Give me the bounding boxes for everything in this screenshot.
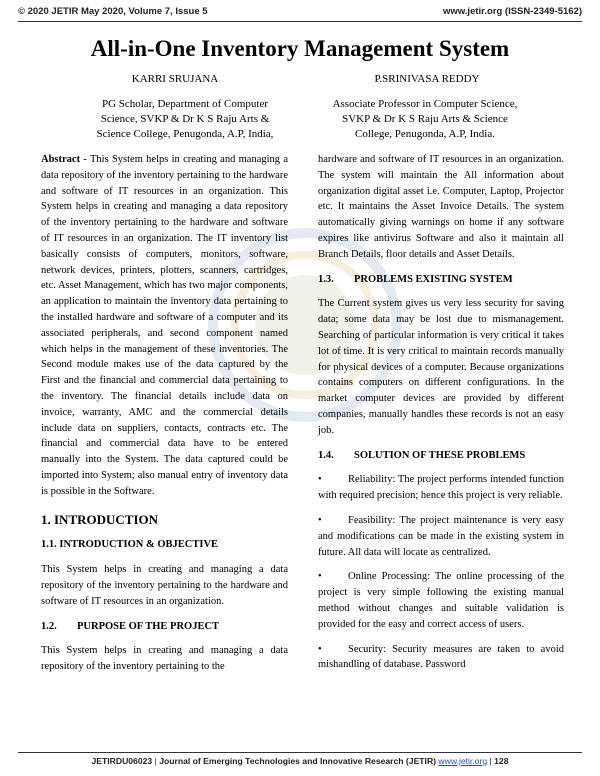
bullet-icon: • <box>318 514 322 526</box>
bullet-icon: • <box>318 571 322 583</box>
bullet-security <box>318 642 564 674</box>
abstract <box>41 152 288 500</box>
bullet-icon: • <box>318 474 322 486</box>
author-name-1: KARRI SRUJANA <box>131 73 219 85</box>
footer-journal-link[interactable]: www.jetir.org <box>438 756 488 766</box>
affiliation-line: SVKP & Dr K S Raju Arts & Science <box>342 113 508 125</box>
abstract-text: This System helps in creating and managing a data repository of the inventory pertaining to the hardware and software of IT resources in an organization. This System helps in creating and managing a data repository of the inventory pertaining to the hardware and software of IT resources in an organization. The IT inventory list basically consists of computers, monitors, software, network devices, printers, plotters, scanners, cartridges, etc. Asset Management, which has two major components, an application to maintain the inventory data pertaining to the installed hardware and software of a computer and its associated peripherals, and second component named which helps in the management of these inventories. The Second module makes use of the data captured by the First and the financial and commercial data pertaining to the inventory. The financial details include data on invoice, warranty, AMC and the commercial details include data on suppliers, contacts, contracts etc. The financial and commercial data have to be entered manually into the System. The data captured could be imported into System; also manual entry of inventory data is possible in the Software. <box>41 154 288 497</box>
bullet-text: Security: Security measures are taken to avoid mishandling of database. Password <box>318 643 564 671</box>
author-name-2: P.SRINIVASA REDDY <box>374 73 480 85</box>
subsection-title: PURPOSE OF THE PROJECT <box>77 620 220 632</box>
footer-separator: | <box>489 756 492 766</box>
author-affiliation-2 <box>300 97 550 142</box>
subsection-heading-solution <box>318 448 564 464</box>
subsection-heading-problems <box>318 272 564 288</box>
bullet-text: Reliability: The project performs intended function with required precision; hence this project is very reliable. <box>318 474 564 502</box>
left-column <box>41 152 288 675</box>
bullet-feasibility <box>318 513 564 560</box>
author-affiliation-1 <box>60 97 310 142</box>
affiliation-line: Science College, Penugonda, A.P, India, <box>96 128 274 140</box>
running-header <box>18 6 582 20</box>
section-heading-introduction: 1. INTRODUCTION <box>41 511 159 527</box>
affiliation-line: Science, SVKP & Dr K S Raju Arts & <box>100 113 270 125</box>
abstract-label: Abstract - <box>41 154 87 165</box>
paragraph-problems: The Current system gives us very less security for saving data; some data may be lost due to mismanagement. Searching of particular information is very critical it takes lot of time. It is very critical to maintain records manually for physical devices of a computer. Because organizations contains computers on different configurations. In the market computer devices are provided by different companies, manually handles these records is not an easy job. <box>318 298 564 436</box>
footer-rule <box>18 752 582 753</box>
affiliation-line: PG Scholar, Department of Computer <box>101 98 269 110</box>
subsection-title: PROBLEMS EXISTING SYSTEM <box>354 273 513 285</box>
bullet-text: Online Processing: The online processing of the project is very simple following the existing manual method without changes and suitable validation is provided for the easy and correct access of users. <box>318 571 564 630</box>
paragraph-objective: This System helps in creating and managing a data repository of the inventory pertaining to the hardware and software of IT resources in an organization. <box>41 564 288 607</box>
bullet-text: Feasibility: The project maintenance is very easy and modifications can be made in the existing system in future. All data will locate as centralized. <box>318 514 564 558</box>
footer-paper-code: JETIRDU06023 <box>91 756 153 766</box>
right-column <box>318 152 564 682</box>
subsection-heading-purpose <box>41 619 288 635</box>
subsection-number: 1.4. <box>318 449 334 461</box>
subsection-number: 1.2. <box>41 620 57 632</box>
subsection-heading-objective: 1.1. INTRODUCTION & OBJECTIVE <box>41 539 219 551</box>
footer-page-number: 128 <box>494 756 509 766</box>
running-footer <box>0 756 600 766</box>
footer-journal-name: Journal of Emerging Technologies and Innovative Research (JETIR) <box>159 756 437 766</box>
footer-separator: | <box>154 756 157 766</box>
subsection-title: SOLUTION OF THESE PROBLEMS <box>354 449 526 461</box>
paragraph-purpose: This System helps in creating and managing a data repository of the inventory pertaining to the <box>41 645 288 673</box>
header-issn: www.jetir.org (ISSN-2349-5162) <box>442 6 582 17</box>
bullet-icon: • <box>318 643 322 655</box>
header-rule <box>18 21 582 22</box>
paragraph-continued: hardware and software of IT resources in an organization. The system will maintain the All information about organization digital asset i.e. Computer, Laptop, Projector etc. It maintains the Asset Invoice Details. The system automatically giving warnings on home if any software expires like antivirus Software and also it maintain all Branch Details, floor details and Asset Details. <box>318 154 564 260</box>
affiliation-line: Associate Professor in Computer Science, <box>332 98 518 110</box>
header-journal-issue: © 2020 JETIR May 2020, Volume 7, Issue 5 <box>18 6 208 17</box>
paper-title: All-in-One Inventory Management System <box>90 36 510 61</box>
subsection-number: 1.3. <box>318 273 334 285</box>
affiliation-line: College, Penugonda, A.P, India. <box>355 128 495 140</box>
bullet-reliability <box>318 472 564 504</box>
bullet-online-processing <box>318 569 564 632</box>
